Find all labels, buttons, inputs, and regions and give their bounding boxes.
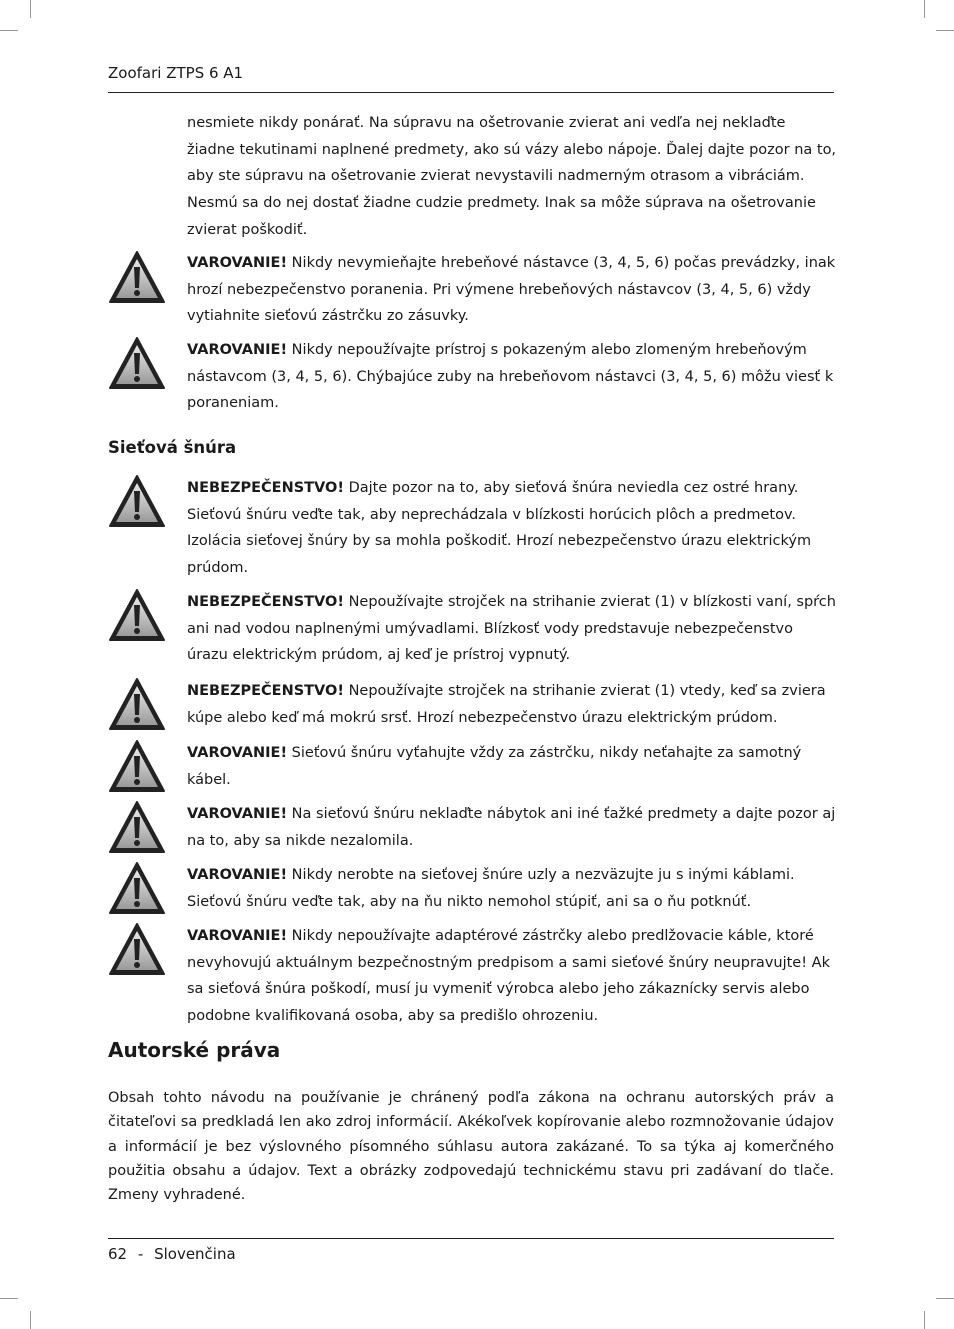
warning-icon <box>108 677 166 731</box>
crop-mark <box>924 0 925 18</box>
warning-text: VAROVANIE! Na sieťovú šnúru neklaďte nábytok ani iné ťažké predmety a dajte pozor aj na to, aby sa nikde nezalomila. <box>187 806 836 849</box>
danger-text: NEBEZPEČENSTVO! Nepoužívajte strojček na strihanie zvierat (1) v blízkosti vaní, spŕch ani nad vodou naplnenými umývadlami. Blízkosť vody predstavuje nebezpečenstvo úrazu elektrickým prúdom, aj keď je prístroj vypnutý. <box>187 594 836 664</box>
warning-text: VAROVANIE! Nikdy nepoužívajte prístroj s pokazeným alebo zlomeným hrebeňovým nástavcom (3, 4, 5, 6). Chýbajúce zuby na hrebeňovom nástavci (3, 4, 5, 6) môžu viesť k poraneniam. <box>187 342 834 412</box>
warning-icon <box>108 588 166 642</box>
warning-text: VAROVANIE! Nikdy nepoužívajte adaptérové zástrčky alebo predlžovacie káble, ktoré nevyhovujú aktuálnym bezpečnostným predpisom a sami sieťové šnúry neupravujte! Ak sa sieťová šnúra poškodí, musí ju vymeniť výrobca alebo jeho zákaznícky servis alebo podobne kvalifikovaná osoba, aby sa predišlo ohrozeniu. <box>187 928 830 1025</box>
copyright-paragraph: Obsah tohto návodu na používanie je chránený podľa zákona na ochranu autorských práv a čitateľovi sa predkladá len ako zdroj informácií. Akékoľvek kopírovanie alebo rozmnožovanie údajov a informácií je bez výslovného písomného súhlasu autora zakázané. To sa týka aj komerčného použitia obsahu a údajov. Text a obrázky zodpovedajú technickému stavu pri zadávaní do tlače. Zmeny vyhradené. <box>108 1090 834 1204</box>
warning-text: VAROVANIE! Nikdy nevymieňajte hrebeňové nástavce (3, 4, 5, 6) počas prevádzky, inak hrozí nebezpečenstvo poranenia. Pri výmene hrebeňových nástavcov (3, 4, 5, 6) vždy vytiahnite sieťovú zástrčku zo zásuvky. <box>187 255 836 325</box>
crop-mark <box>0 30 18 31</box>
crop-mark <box>936 1298 954 1299</box>
crop-mark <box>0 1298 18 1299</box>
footer <box>108 1245 236 1263</box>
footer-language: Slovenčina <box>154 1245 236 1263</box>
warning-text: VAROVANIE! Nikdy nerobte na sieťovej šnúre uzly a nezväzujte ju s inými káblami. Sieťovú šnúru veďte tak, aby na ňu nikto nemohol stúpiť, ani sa o ňu potknúť. <box>187 867 795 910</box>
warning-text: VAROVANIE! Sieťovú šnúru vyťahujte vždy za zástrčku, nikdy neťahajte za samotný kábel. <box>187 745 802 788</box>
footer-rule <box>108 1238 834 1239</box>
warning-icon <box>108 739 166 793</box>
footer-separator: - <box>137 1245 144 1263</box>
page-number: 62 <box>108 1245 128 1263</box>
crop-mark <box>30 1311 31 1329</box>
danger-text: NEBEZPEČENSTVO! Nepoužívajte strojček na strihanie zvierat (1) vtedy, keď sa zviera kúpe alebo keď má mokrú srsť. Hrozí nebezpečenstvo úrazu elektrickým prúdom. <box>187 683 826 726</box>
section-heading-copyright: Autorské práva <box>108 1038 281 1062</box>
intro-paragraph: nesmiete nikdy ponárať. Na súpravu na ošetrovanie zvierat ani vedľa nej neklaďte žiadne tekutinami naplnené predmety, ako sú vázy alebo nápoje. Ďalej dajte pozor na to, aby ste súpravu na ošetrovanie zvierat nevystavili nadmerným otrasom a vibráciám. Nesmú sa do nej dostať žiadne cudzie predmety. Inak sa môže súprava na ošetrovanie zvierat poškodiť. <box>187 115 837 238</box>
warning-icon <box>108 250 166 304</box>
warning-icon <box>108 922 166 976</box>
crop-mark <box>936 30 954 31</box>
header-rule <box>108 92 834 93</box>
warning-icon <box>108 800 166 854</box>
danger-text: NEBEZPEČENSTVO! Dajte pozor na to, aby sieťová šnúra neviedla cez ostré hrany. Sieťovú šnúru veďte tak, aby neprechádzala v blízkosti horúcich plôch a predmetov. Izolácia sieťovej šnúry by sa mohla poškodiť. Hrozí nebezpečenstvo úrazu elektrickým prúdom. <box>187 480 812 577</box>
header-title: Zoofari ZTPS 6 A1 <box>108 64 244 82</box>
warning-icon <box>108 861 166 915</box>
crop-mark <box>924 1311 925 1329</box>
warning-icon <box>108 474 166 528</box>
warning-icon <box>108 336 166 390</box>
crop-mark <box>30 0 31 18</box>
section-heading-power-cord: Sieťová šnúra <box>108 438 237 457</box>
